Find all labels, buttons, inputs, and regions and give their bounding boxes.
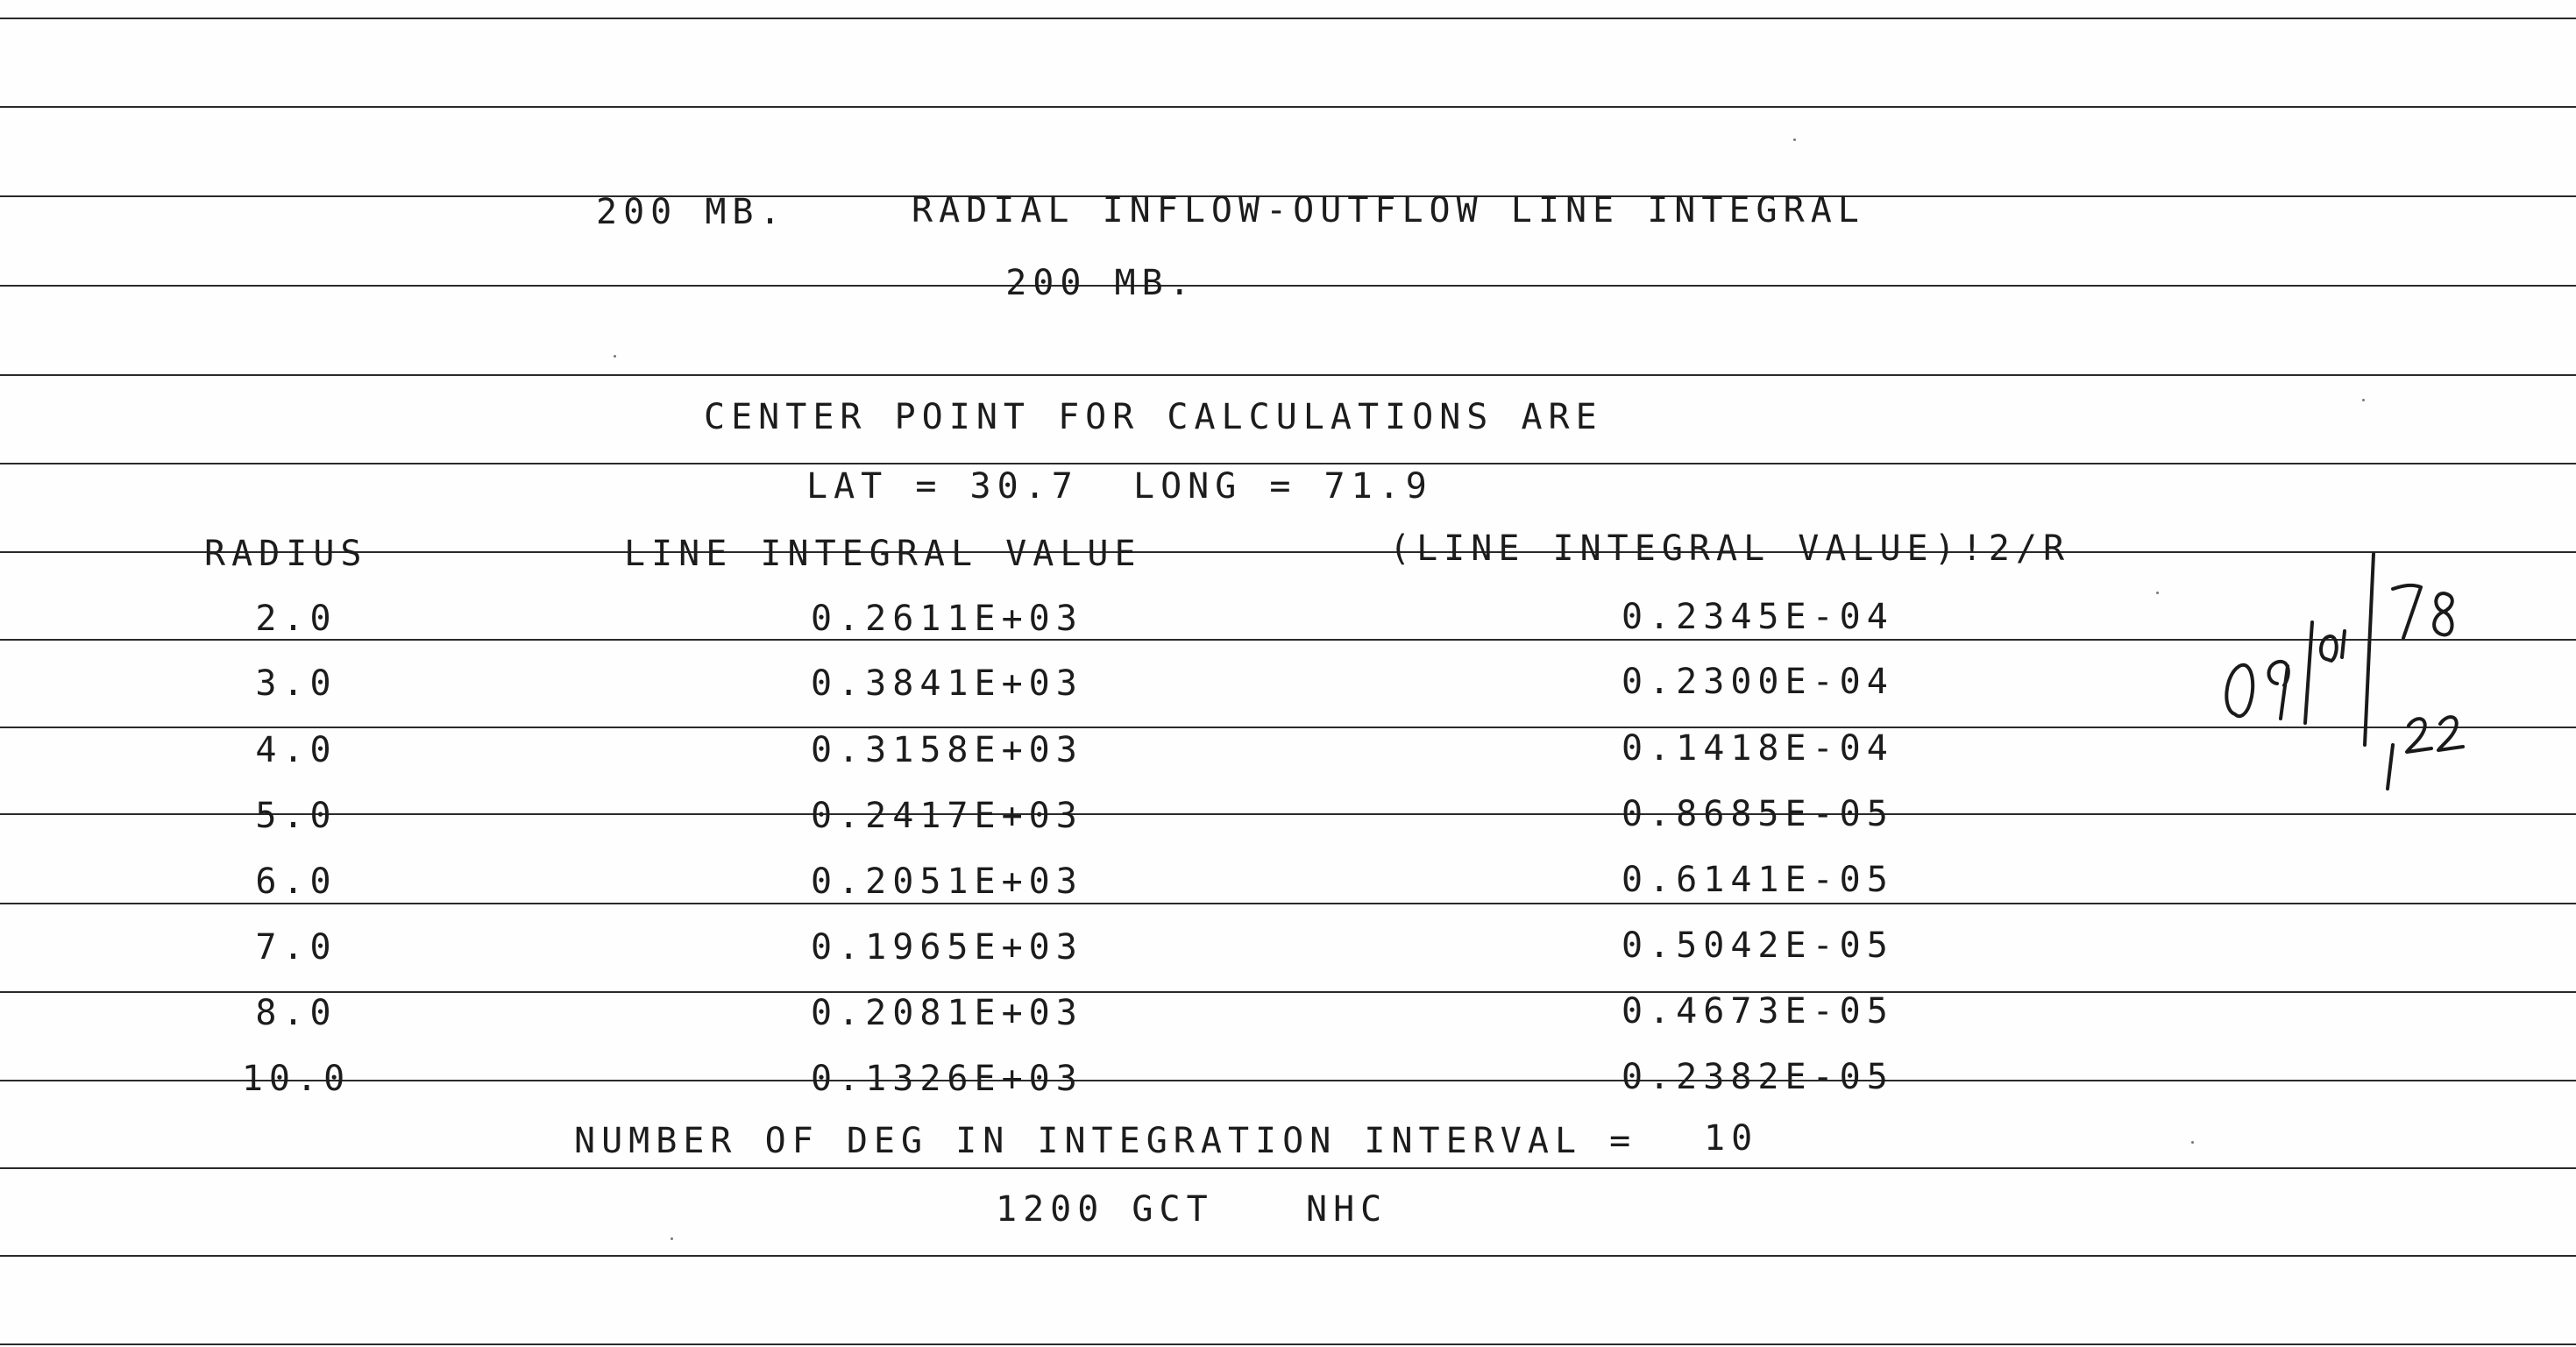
ruled-line — [0, 18, 2576, 19]
line-integral-squared-cell: 0.2300E-04 — [1622, 662, 1894, 702]
ruled-line — [0, 1167, 2576, 1169]
ruled-line — [0, 1343, 2576, 1345]
radius-cell: 10.0 — [241, 1059, 351, 1099]
radius-cell: 2.0 — [255, 599, 337, 639]
scan-speck — [2191, 1141, 2194, 1144]
scan-speck — [1793, 138, 1796, 141]
ruled-line — [0, 903, 2576, 904]
ruled-line — [0, 639, 2576, 641]
line-integral-cell: 0.3158E+03 — [811, 730, 1083, 770]
column-header-line-integral-squared-over-r: (LINE INTEGRAL VALUE)!2/R — [1389, 528, 2071, 569]
line-integral-squared-cell: 0.2382E-05 — [1622, 1057, 1894, 1097]
line-integral-squared-cell: 0.2345E-04 — [1622, 597, 1894, 637]
radius-cell: 6.0 — [255, 861, 337, 902]
ruled-line — [0, 1255, 2576, 1257]
scan-speck — [614, 355, 616, 358]
center-point-caption: CENTER POINT FOR CALCULATIONS ARE — [704, 397, 1603, 437]
line-integral-squared-cell: 0.6141E-05 — [1622, 860, 1894, 900]
report-title: RADIAL INFLOW-OUTFLOW LINE INTEGRAL — [912, 190, 1865, 230]
line-integral-cell: 0.2417E+03 — [811, 796, 1083, 836]
line-integral-cell: 0.2051E+03 — [811, 861, 1083, 902]
line-integral-cell: 0.1965E+03 — [811, 927, 1083, 968]
ruled-line — [0, 285, 2576, 287]
column-header-radius: RADIUS — [204, 534, 368, 574]
line-integral-squared-cell: 0.4673E-05 — [1622, 991, 1894, 1032]
radius-cell: 5.0 — [255, 796, 337, 836]
column-header-line-integral-value: LINE INTEGRAL VALUE — [624, 534, 1142, 574]
line-integral-cell: 0.1326E+03 — [811, 1059, 1083, 1099]
scan-speck — [671, 1237, 673, 1240]
radius-cell: 4.0 — [255, 730, 337, 770]
radius-cell: 7.0 — [255, 927, 337, 968]
ruled-line — [0, 551, 2576, 553]
source-label: NHC — [1306, 1189, 1388, 1230]
line-integral-cell: 0.2611E+03 — [811, 599, 1083, 639]
line-integral-cell: 0.2081E+03 — [811, 993, 1083, 1033]
line-integral-squared-cell: 0.1418E-04 — [1622, 728, 1894, 769]
scan-speck — [2362, 399, 2365, 401]
ruled-line — [0, 991, 2576, 993]
ruled-line — [0, 1080, 2576, 1081]
line-integral-squared-cell: 0.8685E-05 — [1622, 794, 1894, 834]
ruled-line — [0, 463, 2576, 464]
scan-speck — [2156, 592, 2159, 594]
integration-interval-value: 10 — [1704, 1118, 1759, 1159]
line-integral-cell: 0.3841E+03 — [811, 663, 1083, 704]
handwritten-date-annotation — [2218, 543, 2498, 798]
line-integral-squared-cell: 0.5042E-05 — [1622, 925, 1894, 966]
pressure-level-label: 200 MB. — [596, 192, 787, 232]
ruled-line — [0, 727, 2576, 728]
observation-time: 1200 GCT — [996, 1189, 1214, 1230]
report-subtitle: 200 MB. — [1005, 263, 1196, 303]
center-point-coordinates: LAT = 30.7 LONG = 71.9 — [806, 466, 1433, 507]
ruled-line — [0, 106, 2576, 108]
ruled-line — [0, 813, 2576, 815]
radius-cell: 8.0 — [255, 993, 337, 1033]
integration-interval-label: NUMBER OF DEG IN INTEGRATION INTERVAL = — [574, 1121, 1637, 1161]
ruled-line — [0, 374, 2576, 376]
radius-cell: 3.0 — [255, 663, 337, 704]
